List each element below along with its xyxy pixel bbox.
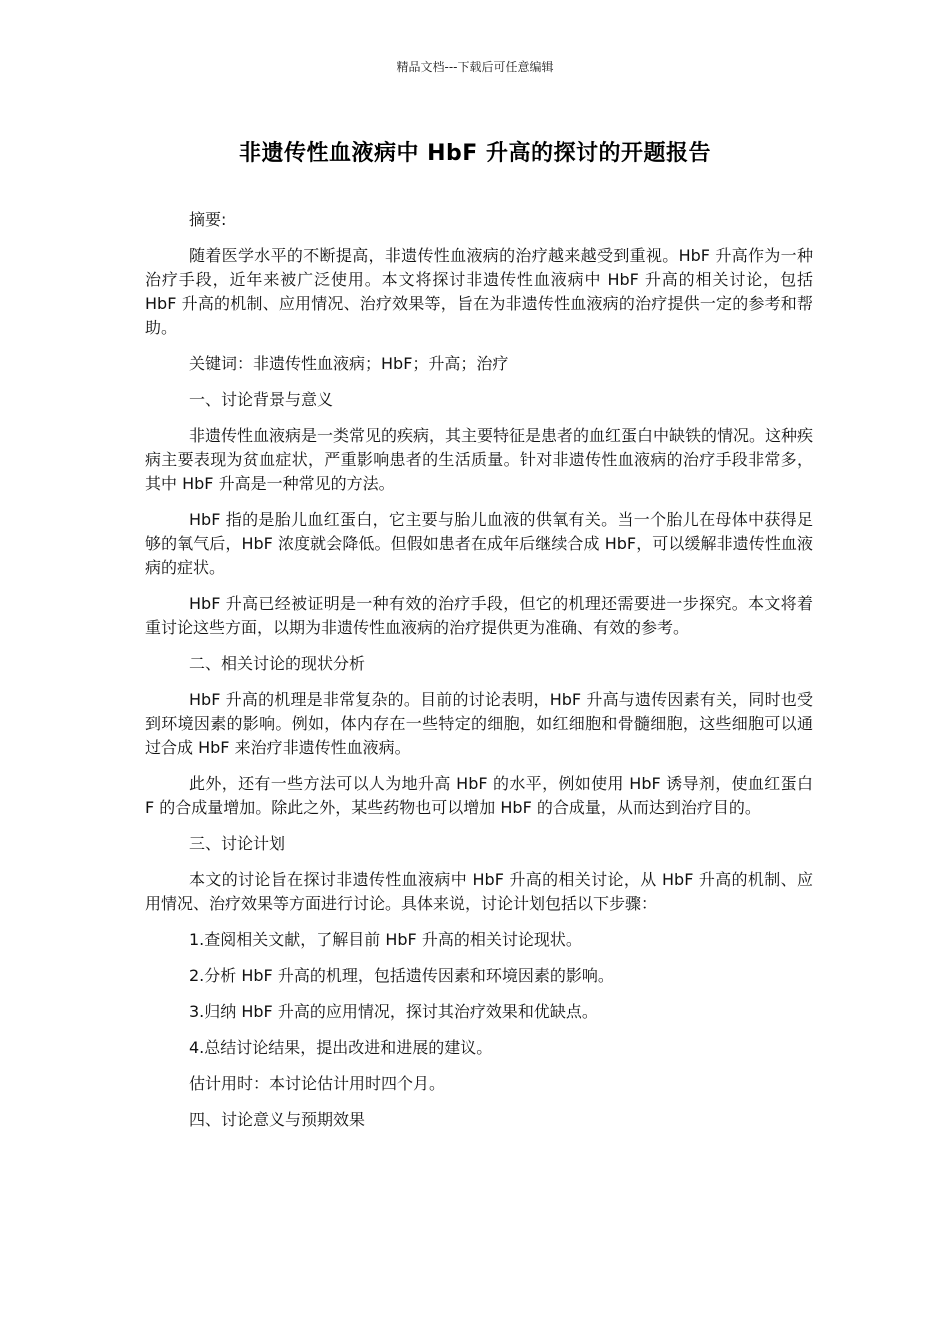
plan-step: 1.查阅相关文献，了解目前 HbF 升高的相关讨论现状。 [189,930,582,949]
document-title: 非遗传性血液病中 HbF 升高的探讨的开题报告 [238,141,711,166]
plan-step: 2.分析 HbF 升高的机理，包括遗传因素和环境因素的影响。 [189,966,614,985]
body-paragraph: 此外，还有一些方法可以人为地升高 HbF 的水平，例如使用 HbF 诱导剂，使血红蛋白 F 的合成量增加。除此之外，某些药物也可以增加 HbF 的合成量，从而达到治疗目的。 [145,774,813,817]
section-heading-2: 二、相关讨论的现状分析 [189,654,366,673]
abstract-paragraph: 随着医学水平的不断提高，非遗传性血液病的治疗越来越受到重视。HbF 升高作为一种治疗手段，近年来被广泛使用。本文将探讨非遗传性血液病中 HbF 升高的相关讨论，包括 HbF 升高的机制、应用情况、治疗效果等，旨在为非遗传性血液病的治疗提供一定的参考和帮助。 [145,246,813,337]
body-paragraph: 本文的讨论旨在探讨非遗传性血液病中 HbF 升高的相关讨论，从 HbF 升高的机制、应用情况、治疗效果等方面进行讨论。具体来说，讨论计划包括以下步骤： [145,870,813,913]
body-paragraph: HbF 升高的机理是非常复杂的。目前的讨论表明，HbF 升高与遗传因素有关，同时也受到环境因素的影响。例如，体内存在一些特定的细胞，如红细胞和骨髓细胞，这些细胞可以通过合成 HbF 来治疗非遗传性血液病。 [145,690,813,757]
document-body [145,208,813,1144]
abstract-label: 摘要: [189,210,227,229]
keywords-paragraph: 关键词：非遗传性血液病；HbF；升高；治疗 [189,354,509,373]
body-paragraph: 非遗传性血液病是一类常见的疾病，其主要特征是患者的血红蛋白中缺铁的情况。这种疾病主要表现为贫血症状，严重影响患者的生活质量。针对非遗传性血液病的治疗手段非常多，其中 HbF 升高是一种常见的方法。 [145,426,814,493]
section-heading-3: 三、讨论计划 [189,834,286,853]
section-heading-4: 四、讨论意义与预期效果 [189,1110,366,1129]
section-heading-1: 一、讨论背景与意义 [189,390,334,409]
header-note: 精品文档---下载后可任意编辑 [396,60,554,74]
body-paragraph: HbF 指的是胎儿血红蛋白，它主要与胎儿血液的供氧有关。当一个胎儿在母体中获得足够的氧气后，HbF 浓度就会降低。但假如患者在成年后继续合成 HbF，可以缓解非遗传性血液病的症状。 [145,510,813,577]
plan-step: 4.总结讨论结果，提出改进和进展的建议。 [189,1038,493,1057]
plan-step: 3.归纳 HbF 升高的应用情况，探讨其治疗效果和优缺点。 [189,1002,598,1021]
time-estimate: 估计用时：本讨论估计用时四个月。 [189,1074,446,1093]
body-paragraph: HbF 升高已经被证明是一种有效的治疗手段，但它的机理还需要进一步探究。本文将着重讨论这些方面，以期为非遗传性血液病的治疗提供更为准确、有效的参考。 [145,594,813,637]
